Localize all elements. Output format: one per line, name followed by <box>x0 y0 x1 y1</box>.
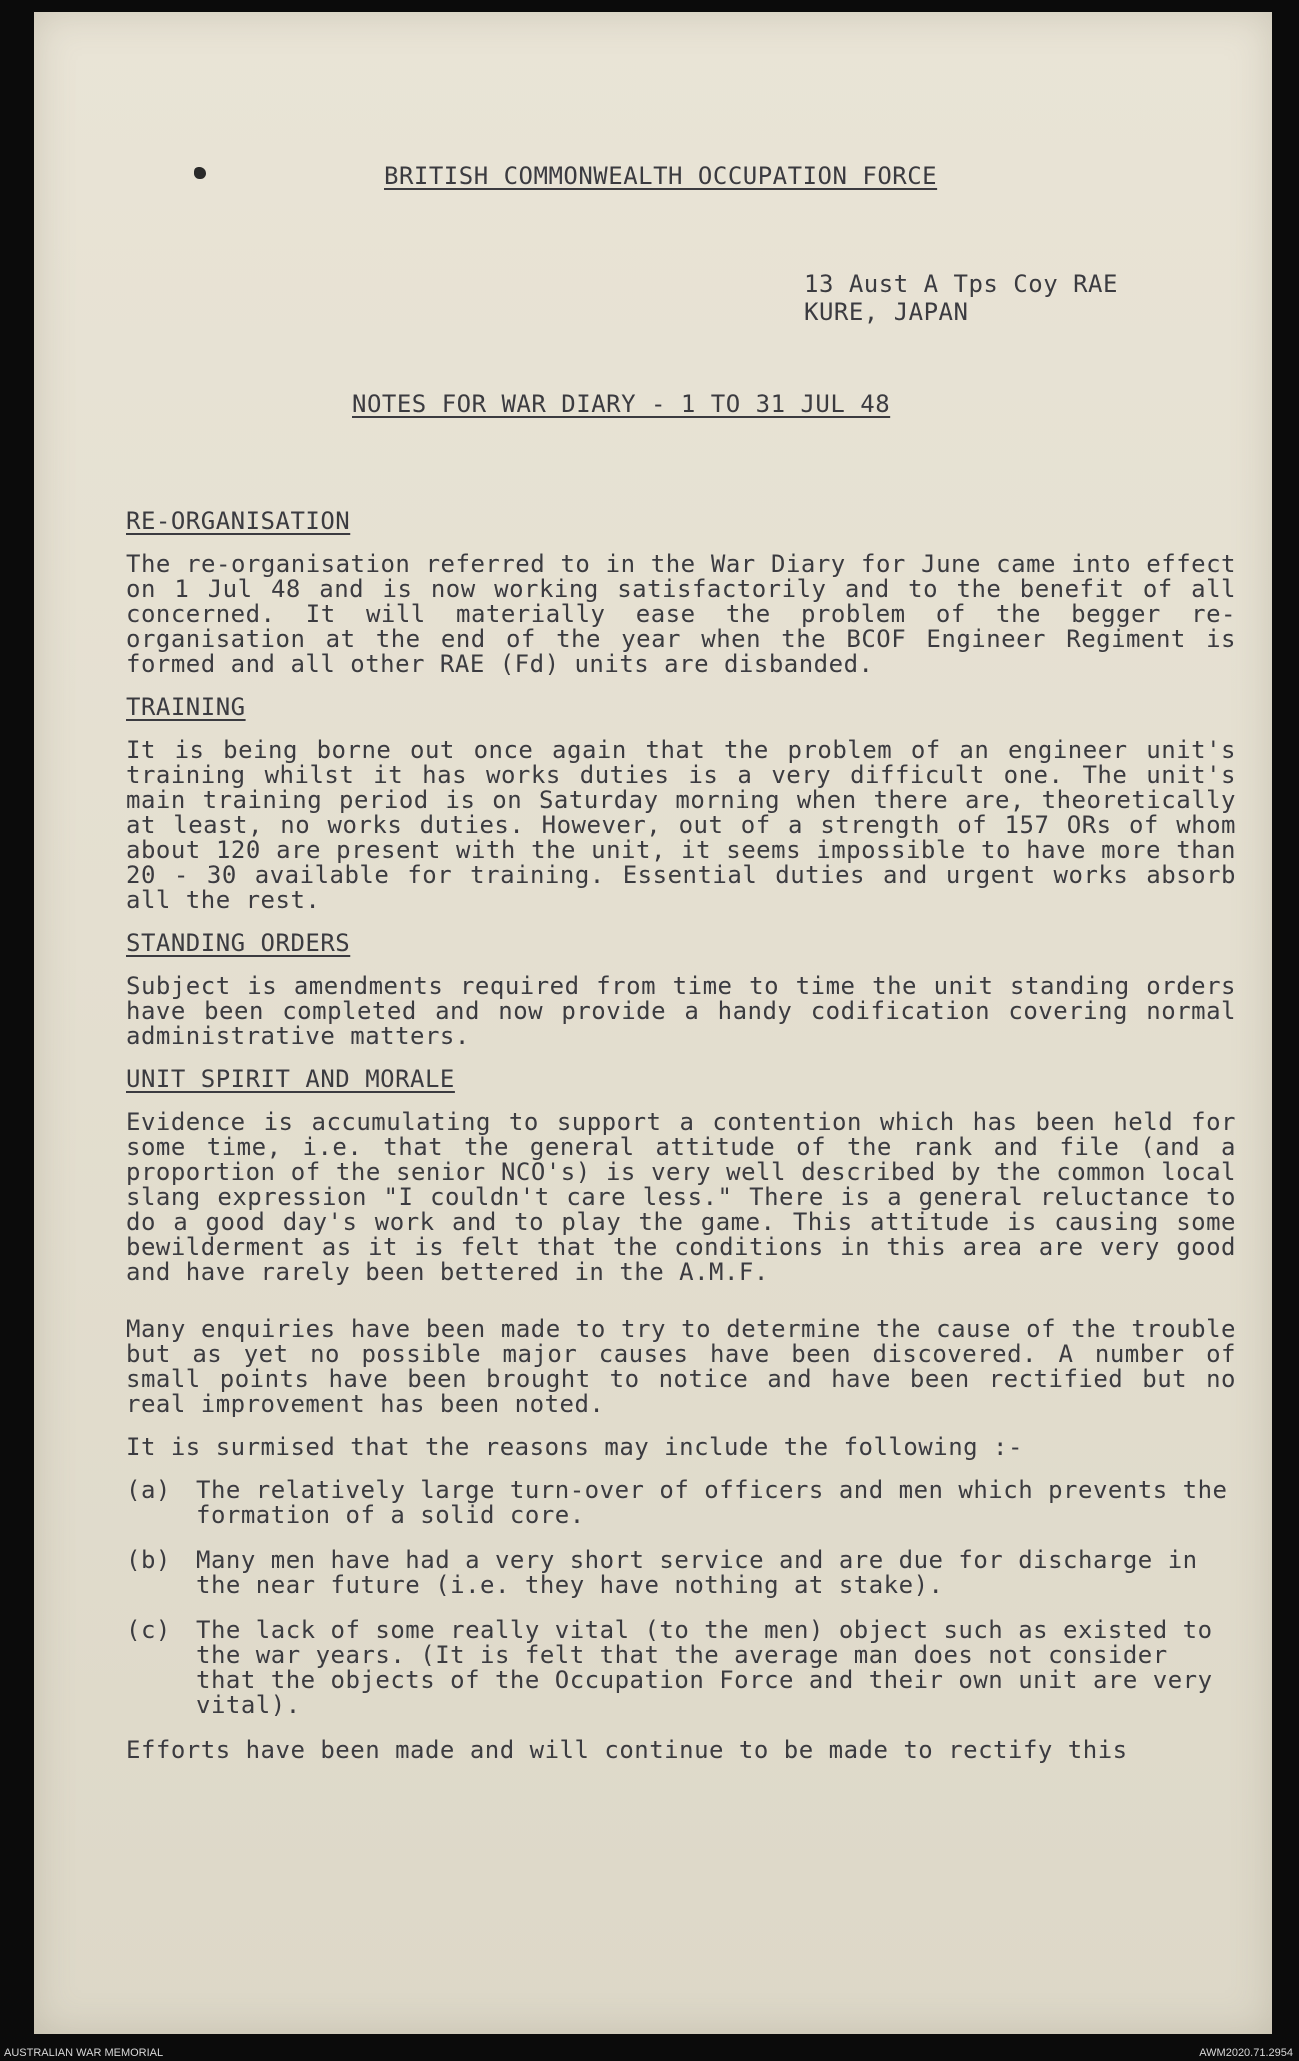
paragraph: Evidence is accumulating to support a contention which has been held for some time, i.e. that the general attitude of the rank and file (and a proportion of the senior NCO's) is very well described by the common local slang expression "I couldn't care less." There is a general reluctance to do a good day's work and to play the game. This attitude is causing some bewilderment as it is felt that the conditions in this area are very good and have rarely been bettered in the A.M.F. <box>126 1108 1236 1286</box>
paragraph: Many enquiries have been made to try to determine the cause of the trouble but as yet no possible major causes have been discovered. A number of small points have been brought to notice and have been rectified but no real improvement has been noted. <box>126 1315 1236 1418</box>
list-text: Many men have had a very short service and are due for discharge in the near future (i.e. they have nothing at stake). <box>196 1546 1198 1599</box>
document-title: BRITISH COMMONWEALTH OCCUPATION FORCE <box>384 162 938 190</box>
section-heading: TRAINING <box>126 693 246 721</box>
section-unit-spirit <box>126 1067 1236 1763</box>
list-item <box>126 1618 1236 1718</box>
paragraph: It is surmised that the reasons may include the following :- <box>126 1433 1023 1461</box>
section-heading: UNIT SPIRIT AND MORALE <box>126 1065 455 1093</box>
list-item <box>126 1548 1236 1598</box>
document-subtitle: NOTES FOR WAR DIARY - 1 TO 31 JUL 48 <box>352 390 891 418</box>
address-line: KURE, JAPAN <box>804 298 969 326</box>
closing-line: Efforts have been made and will continue to be made to rectify this <box>126 1736 1128 1764</box>
paragraph: Subject is amendments required from time to time the unit standing orders have been completed and now provide a handy codification covering normal administrative matters. <box>126 972 1236 1050</box>
unit-address <box>804 270 1118 326</box>
document-body <box>126 509 1236 1781</box>
footer-source: AUSTRALIAN WAR MEMORIAL <box>4 2047 164 2059</box>
section-heading: RE-ORGANISATION <box>126 507 351 535</box>
ink-spot <box>194 167 206 179</box>
list-marker: (a) <box>126 1476 171 1504</box>
section-training <box>126 695 1236 913</box>
document-page <box>34 12 1272 2034</box>
list-marker: (b) <box>126 1546 171 1574</box>
address-line: 13 Aust A Tps Coy RAE <box>804 270 1118 298</box>
list-text: The lack of some really vital (to the men) object such as existed to the war years. (It is felt that the average man does not consider that the objects of the Occupation Force and their own unit are very vital). <box>196 1616 1213 1719</box>
section-reorganisation <box>126 509 1236 677</box>
footer-accession-number: AWM2020.71.2954 <box>1199 2047 1293 2059</box>
paragraph: The re-organisation referred to in the War Diary for June came into effect on 1 Jul 48 and is now working satisfactorily and to the benefit of all concerned. It will materially ease the problem of the begger re-organisation at the end of the year when the BCOF Engineer Regiment is formed and all other RAE (Fd) units are disbanded. <box>126 550 1236 678</box>
paragraph: It is being borne out once again that the problem of an engineer unit's training whilst it has works duties is a very difficult one. The unit's main training period is on Saturday morning when there are, theoretically at least, no works duties. However, out of a strength of 157 ORs of whom about 120 are present with the unit, it seems impossible to have more than 20 - 30 available for training. Essential duties and urgent works absorb all the rest. <box>126 736 1236 914</box>
section-heading: STANDING ORDERS <box>126 929 351 957</box>
list-item <box>126 1478 1236 1528</box>
section-standing-orders <box>126 931 1236 1049</box>
list-marker: (c) <box>126 1616 171 1644</box>
list-text: The relatively large turn-over of officers and men which prevents the formation of a solid core. <box>196 1476 1228 1529</box>
